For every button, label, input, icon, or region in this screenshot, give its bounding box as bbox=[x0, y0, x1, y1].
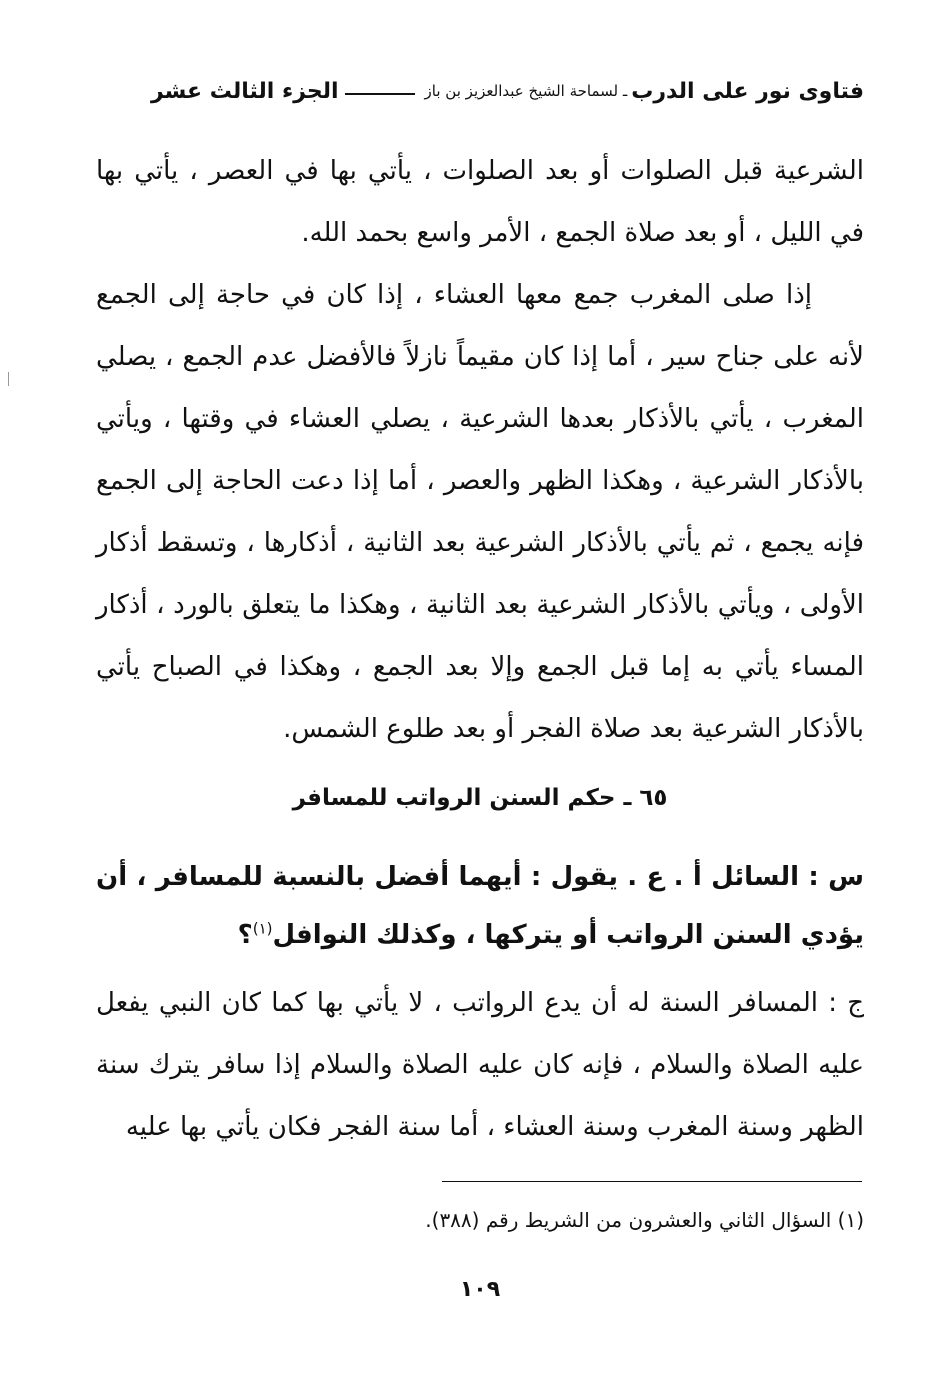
footnote: (١) السؤال الثاني والعشرون من الشريط رقم (٣٨٨). bbox=[425, 1208, 864, 1232]
answer: ج : المسافر السنة له أن يدع الرواتب ، لا يأتي بها كما كان النبي يفعل عليه الصلاة والسلام ، فإنه كان عليه الصلاة والسلام إذا سافر يترك سنة الظهر وسنة المغرب وسنة العشاء ، أما سنة الفجر فكان يأتي بها عليه bbox=[96, 988, 864, 1142]
book-title: فتاوى نور على الدرب bbox=[631, 78, 864, 104]
margin-mark bbox=[8, 372, 9, 386]
paragraph-continuation: الشرعية قبل الصلوات أو بعد الصلوات ، يأتي بها في العصر ، يأتي بها في الليل ، أو بعد صلاة الجمع ، الأمر واسع بحمد الله. bbox=[96, 156, 864, 248]
question bbox=[96, 848, 864, 964]
footnote-reference: (١) bbox=[252, 919, 273, 938]
section-heading: ٦٥ ـ حكم السنن الرواتب للمسافر bbox=[292, 785, 668, 811]
running-header bbox=[94, 74, 864, 108]
question-text: س : السائل أ . ع . يقول : أيهما أفضل بالنسبة للمسافر ، أن يؤدي السنن الرواتب أو يتركها ، وكذلك النوافل bbox=[96, 862, 864, 950]
header-rule bbox=[345, 93, 415, 95]
paragraph-combining-prayers: إذا صلى المغرب جمع معها العشاء ، إذا كان في حاجة إلى الجمع لأنه على جناح سير ، أما إذا كان مقيماً نازلاً فالأفضل عدم الجمع ، يصلي المغرب ، يأتي بالأذكار بعدها الشرعية ، يصلي العشاء في وقتها ، ويأتي بالأذكار الشرعية ، وهكذا الظهر والعصر ، أما إذا دعت الحاجة إلى الجمع فإنه يجمع ، ثم يأتي بالأذكار الشرعية بعد الثانية ، أذكارها ، وتسقط أذكار الأولى ، ويأتي بالأذكار الشرعية بعد الثانية ، وهكذا ما يتعلق بالورد ، أذكار المساء يأتي به إما قبل الجمع وإلا بعد الجمع ، وهكذا في الصباح يأتي بالأذكار الشرعية بعد صلاة الفجر أو بعد طلوع الشمس. bbox=[96, 280, 864, 744]
page-number: ١٠٩ bbox=[459, 1277, 501, 1302]
question-mark: ؟ bbox=[237, 920, 253, 950]
author-credit: ـ لسماحة الشيخ عبدالعزيز بن باز bbox=[424, 82, 628, 100]
volume-part: الجزء الثالث عشر bbox=[150, 78, 339, 104]
footnote-divider bbox=[442, 1181, 862, 1182]
